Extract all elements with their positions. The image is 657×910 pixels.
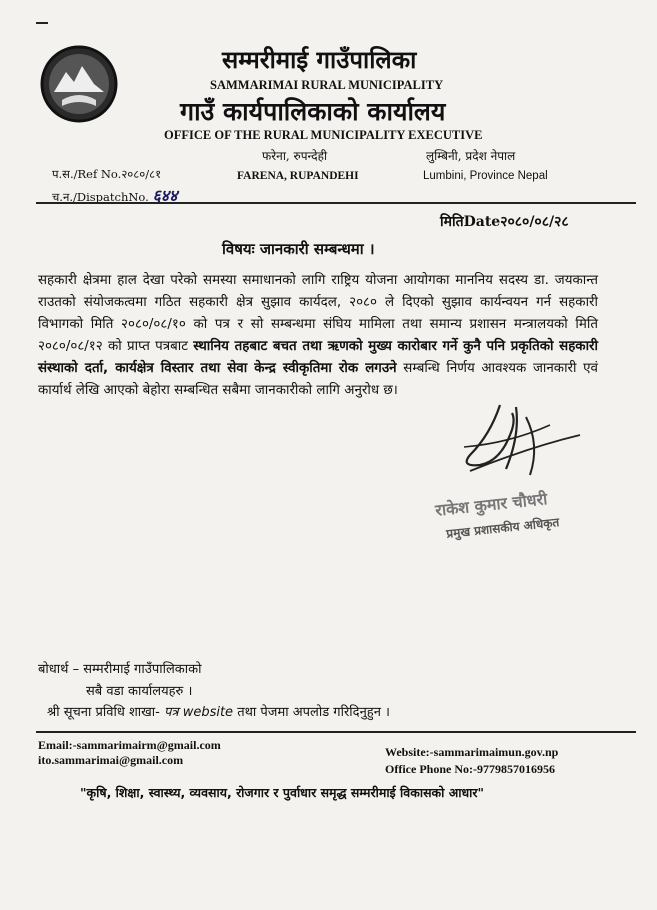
letter-body [38, 270, 598, 402]
footer-email-1: Email:-sammarimairm@gmail.com [38, 738, 221, 752]
signature [430, 395, 600, 485]
footer-phone: Office Phone No:-9779857016956 [385, 762, 555, 776]
cc-line-3-handwritten: पत्र website [164, 705, 234, 720]
address-nepali: फरेना, रुपन्देही [262, 149, 328, 163]
date-value: २०८०/०८/२८ [500, 214, 569, 230]
dispatch-value: ६४४ [152, 186, 178, 205]
municipality-name-nepali: सम्मरीमाई गाउँपालिका [222, 45, 417, 74]
header-divider [36, 202, 636, 204]
date-label: मितिDate [440, 214, 501, 230]
signatory-name-stamp: राकेश कुमार चौधरी [434, 489, 549, 520]
ref-value: २०८०/८१ [121, 167, 162, 181]
cc-line-3-end: तथा पेजमा अपलोड गरिदिनुहुन । [233, 705, 390, 720]
footer-email-2: ito.sammarimai@gmail.com [38, 753, 184, 767]
office-name-nepali: गाउँ कार्यपालिकाको कार्यालय [180, 97, 446, 126]
letter-date [440, 212, 569, 231]
cc-line-3-start: श्री सूचना प्रविधि शाखा- [47, 705, 160, 720]
footer-divider [36, 731, 636, 733]
cc-line-1: बोधार्थ – सम्मरीमाई गाउँपालिकाको [38, 662, 202, 677]
nepal-emblem-logo [38, 42, 120, 124]
cc-line-2: सबै वडा कार्यालयहरु । [86, 684, 193, 699]
signatory-title-stamp: प्रमुख प्रशासकीय अधिकृत [445, 515, 560, 541]
province-english: Lumbini, Province Nepal [423, 170, 548, 182]
cc-line-3 [47, 702, 390, 720]
dispatch-label: च.न./DispatchNo. [52, 190, 149, 204]
body-bold-part: स्थानिय तहबाट बचत तथा ऋणको मुख्य कारोबार गर्ने कुनै पनि प्रकृतिको सहकारी संस्थाको दर्ता, कार्यक्षेत्र विस्तार तथा सेवा केन्द्र स्वीकृतिमा रोक लगउने [38, 339, 599, 376]
reference-number [52, 167, 161, 182]
letter-subject: विषयः जानकारी सम्बन्धमा । [222, 240, 375, 258]
office-name-english: OFFICE OF THE RURAL MUNICIPALITY EXECUTIVE [164, 128, 483, 142]
top-mark [36, 22, 48, 24]
footer-motto: "कृषि, शिक्षा, स्वास्थ्य, व्यवसाय, रोजगार र पुर्वाधार समृद्ध सम्मरीमाई विकासको आधार" [80, 785, 485, 800]
ref-label: प.स./Ref No. [52, 167, 122, 181]
province-nepali: लुम्बिनी, प्रदेश नेपाल [426, 149, 516, 163]
footer-website: Website:-sammarimaimun.gov.np [385, 745, 559, 759]
municipality-name-english: SAMMARIMAI RURAL MUNICIPALITY [210, 78, 444, 92]
body-part-1: सहकारी क्षेत्रमा हाल देखा परेको समस्या समाधानको लागि राष्ट्रिय योजना आयोगका माननिय सदस्य डा. जयकान्त राउतको संयोजकत्वमा गठित सहकारी क्षेत्र सुझाव कार्यदल, २०८० ले दिएको सुझाव कार्यन्वयन गर्न सहकारी विभागको मिति २०८०/०८/१० को पत्र र सो सम्बन्धमा संघिय मामिला तथा समान्य प्रशासन मन्त्रालयको मिति २०८०/०८/१२ को प्राप्त पत्रबाट [38, 273, 598, 354]
body-part-2: सम्बन्धि निर्णय आवश्यक जानकारी एवं कार्यार्थ लेखि आएको बेहोरा सम्बन्धित सबैमा जानकारीको लागि अनुरोध छ। [38, 361, 598, 398]
address-english: FARENA, RUPANDEHI [237, 170, 359, 182]
